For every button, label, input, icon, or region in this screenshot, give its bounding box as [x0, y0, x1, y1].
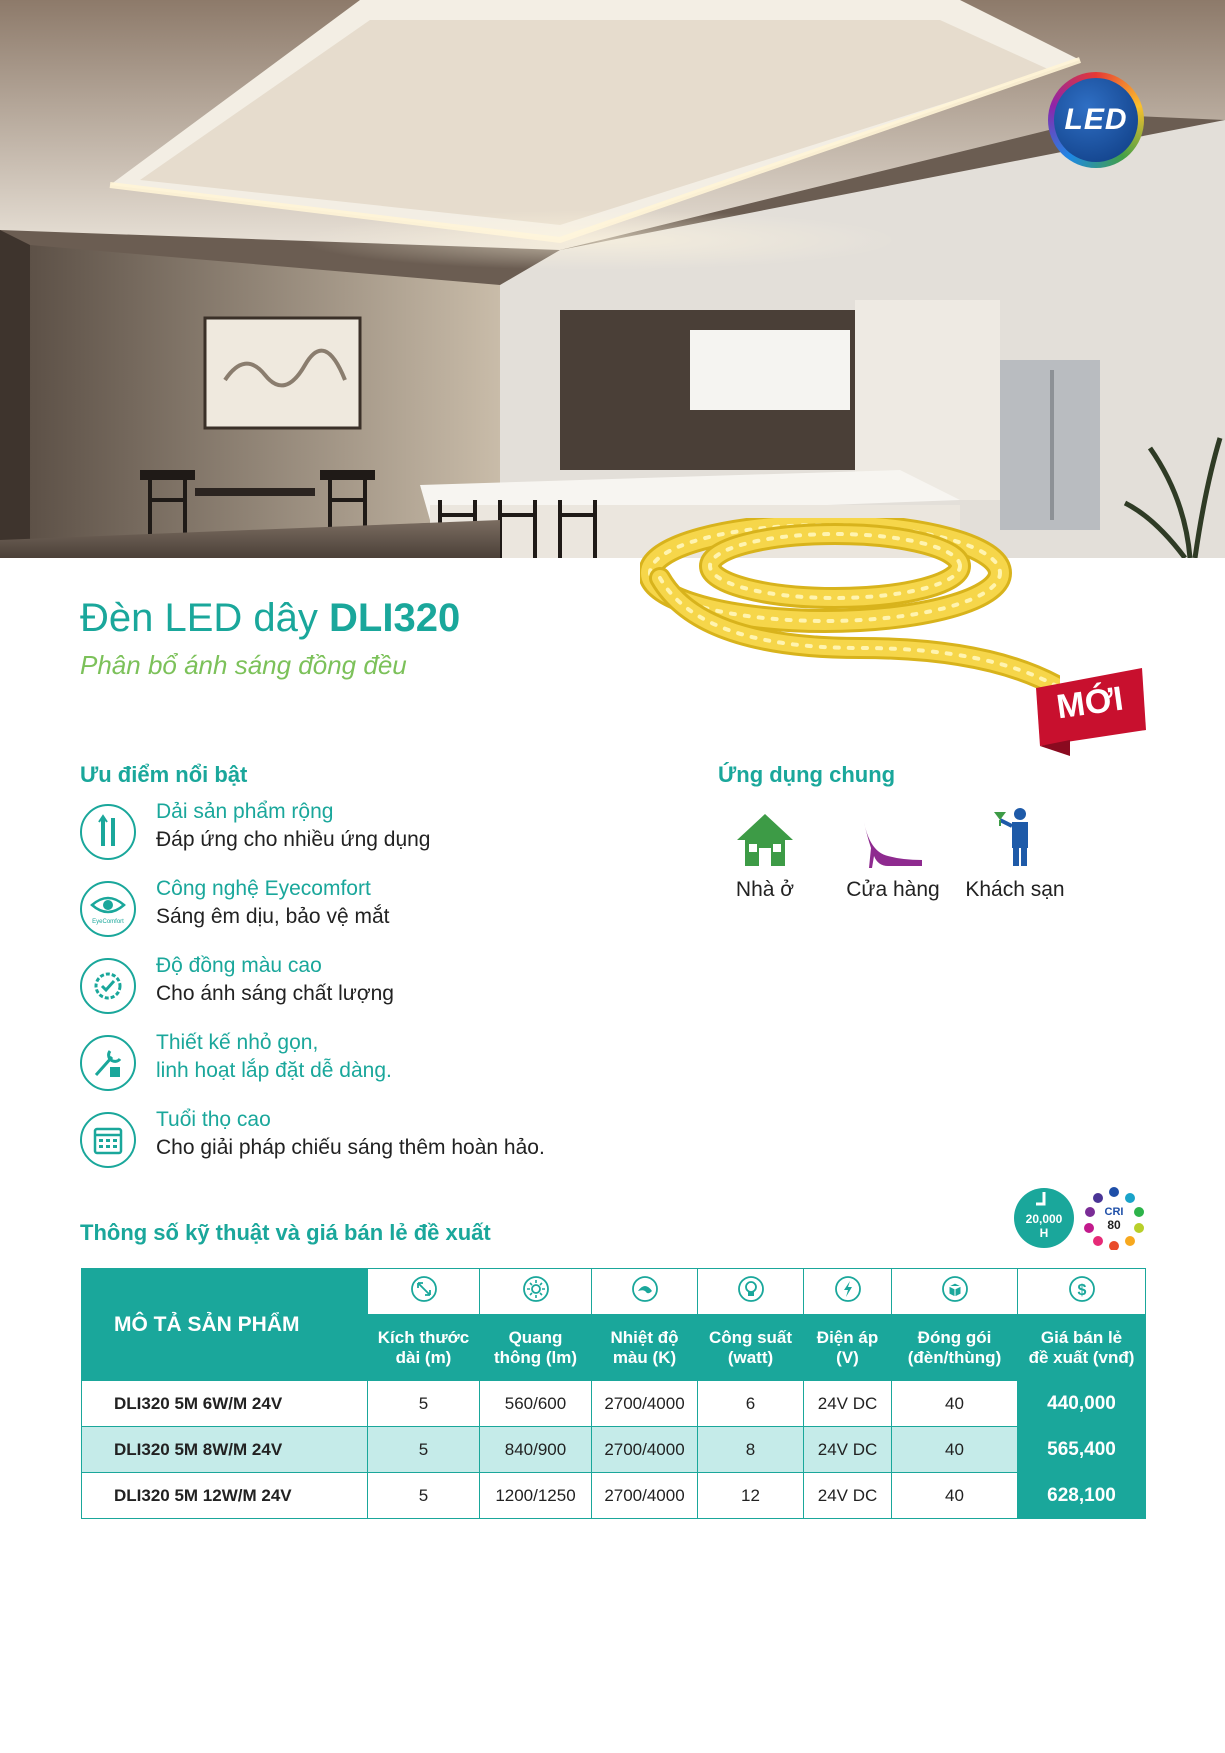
feature-desc: Cho ánh sáng chất lượng	[156, 982, 394, 1005]
pack-cell: 40	[892, 1427, 1018, 1473]
waiter-icon	[992, 806, 1038, 868]
length-cell: 5	[368, 1381, 480, 1427]
length-cell: 5	[368, 1473, 480, 1519]
voltage-cell: 24V DC	[804, 1381, 892, 1427]
cri-badge	[1082, 1186, 1146, 1250]
product-title-prefix: Đèn LED dây	[80, 596, 330, 640]
product-name-cell: DLI320 5M 12W/M 24V	[82, 1473, 368, 1519]
application-label: Cửa hàng	[846, 878, 940, 901]
lifetime-unit: H	[1039, 1226, 1049, 1240]
new-badge-label: MỚI	[1054, 679, 1126, 727]
features-heading: Ưu điểm nổi bật	[80, 762, 248, 787]
lifetime-badge	[1014, 1188, 1074, 1248]
feature-desc: Đáp ứng cho nhiều ứng dụng	[156, 828, 431, 851]
product-subtitle: Phân bổ ánh sáng đồng đều	[80, 650, 407, 680]
specs-heading: Thông số kỹ thuật và giá bán lẻ đề xuất	[80, 1220, 491, 1245]
cri-value: 80	[1107, 1218, 1121, 1232]
col-header-power: Công suất (watt)	[698, 1315, 804, 1381]
table-row	[82, 1427, 1146, 1473]
led-badge-text: LED	[1054, 78, 1138, 162]
feature-item	[80, 1108, 640, 1178]
feature-title: Thiết kế nhỏ gọn,	[156, 1031, 319, 1054]
application-item	[950, 806, 1080, 902]
color-consistency-icon	[80, 958, 136, 1014]
application-label: Khách sạn	[965, 878, 1065, 901]
pack-cell: 40	[892, 1381, 1018, 1427]
length-icon	[368, 1269, 480, 1315]
feature-item	[80, 877, 640, 947]
lifetime-value: 20,000	[1025, 1212, 1063, 1226]
cct-cell: 2700/4000	[592, 1427, 698, 1473]
application-item	[700, 806, 830, 902]
lightning-icon	[804, 1269, 892, 1315]
applications-heading: Ứng dụng chung	[718, 762, 896, 787]
dollar-icon	[1018, 1269, 1146, 1315]
power-cell: 8	[698, 1427, 804, 1473]
cct-cell: 2700/4000	[592, 1381, 698, 1427]
feature-item	[80, 1031, 640, 1101]
feature-desc: linh hoạt lắp đặt dễ dàng.	[156, 1059, 392, 1082]
applications-list	[700, 806, 1100, 906]
color-temp-icon	[592, 1269, 698, 1315]
house-icon	[735, 812, 795, 868]
lumen-cell: 840/900	[480, 1427, 592, 1473]
feature-item	[80, 800, 640, 870]
high-heel-icon	[860, 818, 926, 868]
price-cell: 628,100	[1018, 1473, 1146, 1519]
kitchen-interior-photo	[0, 0, 1225, 558]
voltage-cell: 24V DC	[804, 1473, 892, 1519]
lumen-cell: 1200/1250	[480, 1473, 592, 1519]
feature-title: Công nghệ Eyecomfort	[156, 877, 371, 900]
product-name-cell: DLI320 5M 8W/M 24V	[82, 1427, 368, 1473]
cct-cell: 2700/4000	[592, 1473, 698, 1519]
col-header-pack: Đóng gói (đèn/thùng)	[892, 1315, 1018, 1381]
feature-desc: Cho giải pháp chiếu sáng thêm hoàn hảo.	[156, 1136, 545, 1159]
application-label: Nhà ở	[735, 878, 795, 901]
led-badge	[1048, 72, 1144, 168]
spec-table	[81, 1268, 1146, 1519]
pack-cell: 40	[892, 1473, 1018, 1519]
col-header-lumen: Quang thông (lm)	[480, 1315, 592, 1381]
col-header-cct: Nhiệt độ màu (K)	[592, 1315, 698, 1381]
table-row	[82, 1381, 1146, 1427]
hero-image	[0, 0, 1225, 558]
eyecomfort-icon	[80, 881, 136, 937]
compact-design-icon	[80, 1035, 136, 1091]
power-cell: 12	[698, 1473, 804, 1519]
col-header-length: Kích thước dài (m)	[368, 1315, 480, 1381]
calendar-icon	[80, 1112, 136, 1168]
lumen-icon	[480, 1269, 592, 1315]
product-title	[80, 596, 460, 641]
feature-desc: Sáng êm dịu, bảo vệ mắt	[156, 905, 390, 928]
product-model: DLI320	[329, 596, 461, 640]
product-name-cell: DLI320 5M 6W/M 24V	[82, 1381, 368, 1427]
table-row	[82, 1473, 1146, 1519]
feature-title: Dải sản phẩm rộng	[156, 800, 334, 823]
eyecomfort-icon-text: EyeComfort	[92, 919, 124, 925]
feature-title: Tuổi thọ cao	[156, 1108, 271, 1131]
desc-header: MÔ TẢ SẢN PHẨM	[82, 1269, 368, 1381]
voltage-cell: 24V DC	[804, 1427, 892, 1473]
bulb-icon	[698, 1269, 804, 1315]
clock-icon	[1014, 1188, 1074, 1212]
cri-label: CRI	[1104, 1206, 1124, 1218]
price-cell: 440,000	[1018, 1381, 1146, 1427]
led-strip-product-image	[640, 518, 1060, 698]
power-cell: 6	[698, 1381, 804, 1427]
application-item	[828, 806, 958, 902]
length-cell: 5	[368, 1427, 480, 1473]
col-header-voltage: Điện áp (V)	[804, 1315, 892, 1381]
feature-title: Độ đồng màu cao	[156, 954, 322, 977]
range-icon	[80, 804, 136, 860]
feature-item	[80, 954, 640, 1024]
col-header-price: Giá bán lẻ đề xuất (vnđ)	[1018, 1315, 1146, 1381]
svg-text:$: $	[1077, 1282, 1086, 1299]
box-icon	[892, 1269, 1018, 1315]
price-cell: 565,400	[1018, 1427, 1146, 1473]
lumen-cell: 560/600	[480, 1381, 592, 1427]
